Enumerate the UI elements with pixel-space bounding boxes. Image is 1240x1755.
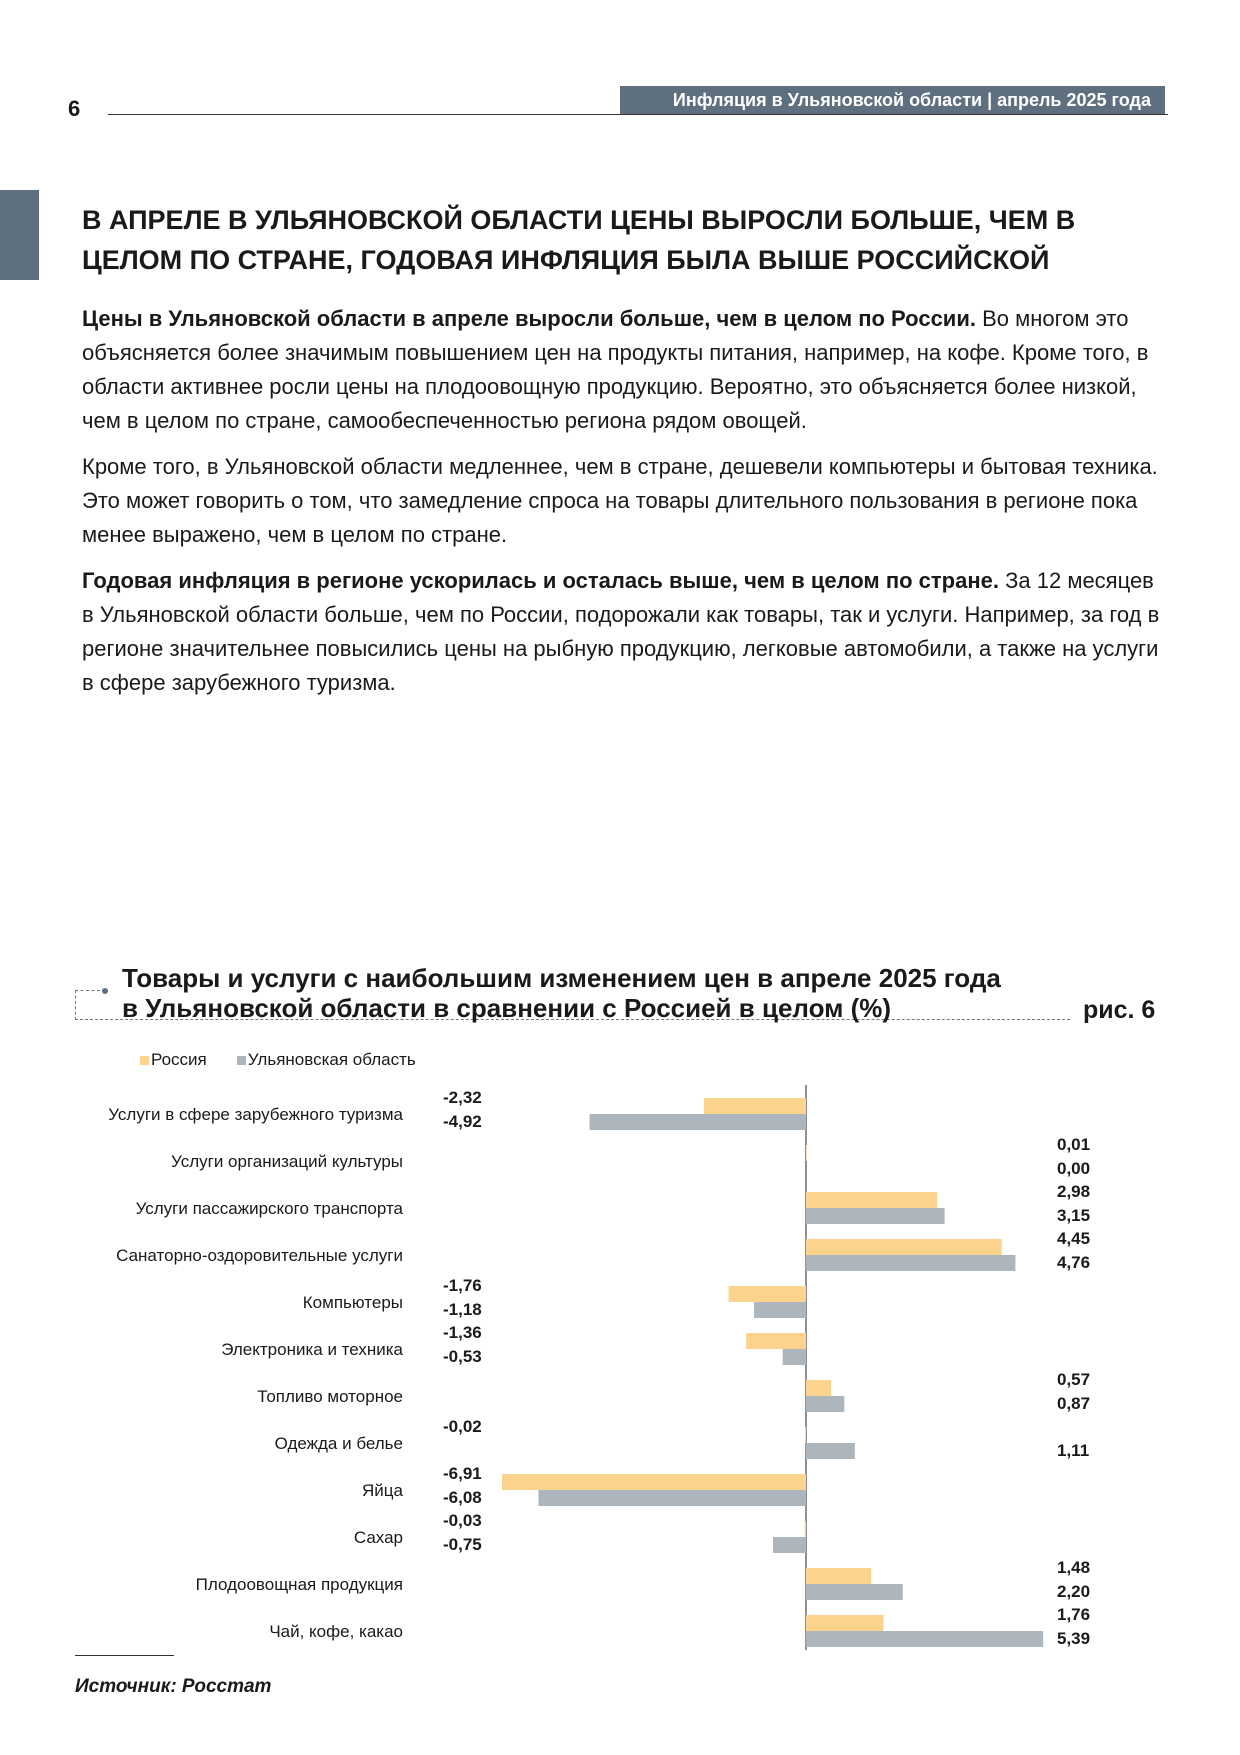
paragraph-1 <box>82 302 1167 438</box>
category-label: Сахар <box>353 1528 403 1547</box>
bar-region <box>754 1302 806 1318</box>
value-label: 0,57 <box>1057 1370 1091 1389</box>
value-label: -0,75 <box>443 1535 482 1554</box>
side-accent-bar <box>0 190 39 280</box>
bar-russia <box>806 1380 831 1396</box>
value-label: -2,32 <box>443 1088 482 1107</box>
bar-region <box>783 1349 806 1365</box>
category-label: Компьютеры <box>302 1293 403 1312</box>
paragraph-3-text: За 12 месяцев в Ульяновской области больше, чем по России, подорожали как товары, так и услуги. Например, за год в регионе значительнее повысились цены на рыбную продукцию, легковые автомобили, а также на услуги в сфере зарубежного туризма. <box>82 568 1160 695</box>
value-label: -0,53 <box>443 1347 482 1366</box>
value-label: 4,76 <box>1057 1253 1091 1272</box>
bar-region <box>806 1396 844 1412</box>
figure-title-line-2: в Ульяновской области в сравнении с Россией в целом (%) <box>122 993 892 1023</box>
value-label: 1,76 <box>1057 1605 1091 1624</box>
bar-russia <box>704 1098 806 1114</box>
category-label: Топливо моторное <box>257 1387 403 1406</box>
legend-item-russia <box>140 1050 207 1070</box>
figure-title-dot <box>102 988 108 994</box>
bar-russia <box>746 1333 806 1349</box>
legend-swatch-region <box>237 1056 246 1065</box>
value-label: -6,08 <box>443 1488 482 1507</box>
page-number: 6 <box>68 96 81 121</box>
chart-legend <box>140 1050 416 1070</box>
bar-russia <box>805 1521 806 1537</box>
value-label: 5,39 <box>1057 1629 1091 1648</box>
value-label: -1,18 <box>443 1300 482 1319</box>
page-title-line-2: ЦЕЛОМ ПО СТРАНЕ, ГОДОВАЯ ИНФЛЯЦИЯ БЫЛА ВЫШЕ РОССИЙСКОЙ <box>82 245 1050 275</box>
value-label: 4,45 <box>1057 1229 1091 1248</box>
value-label: 3,15 <box>1057 1206 1091 1225</box>
bar-region <box>590 1114 806 1130</box>
bar-region <box>773 1537 806 1553</box>
legend-item-region <box>237 1050 416 1070</box>
value-label: -0,03 <box>443 1511 482 1530</box>
source-rule <box>75 1655 174 1656</box>
category-label: Санаторно-оздоровительные услуги <box>116 1246 403 1265</box>
category-label: Услуги пассажирского транспорта <box>135 1199 403 1218</box>
value-label: 0,01 <box>1057 1135 1091 1154</box>
bar-russia <box>806 1615 883 1631</box>
bar-russia <box>502 1474 806 1490</box>
bar-region <box>806 1584 903 1600</box>
category-label: Плодоовощная продукция <box>195 1575 403 1594</box>
bar-chart <box>0 1080 1240 1650</box>
value-label: 1,48 <box>1057 1558 1091 1577</box>
paragraph-3-lead: Годовая инфляция в регионе ускорилась и осталась выше, чем в целом по стране. <box>82 568 999 593</box>
bar-region <box>806 1255 1015 1271</box>
body-text <box>82 302 1167 712</box>
running-title: Инфляция в Ульяновской области | апрель 2025 года <box>620 86 1165 114</box>
figure-title-bracket <box>75 990 100 1020</box>
category-label: Электроника и техника <box>221 1340 403 1359</box>
legend-label-region: Ульяновская область <box>247 1050 416 1069</box>
category-label: Услуги в сфере зарубежного туризма <box>108 1105 403 1124</box>
value-label: -6,91 <box>443 1464 482 1483</box>
header-rule <box>108 114 1168 115</box>
value-label: 0,00 <box>1057 1159 1091 1178</box>
paragraph-1-text: Во многом это объясняется более значимым повышением цен на продукты питания, например, на кофе. Кроме того, в области активнее росли цены на плодоовощную продукцию. Вероятно, это объясняется более низкой, чем в целом по стране, самообеспеченностью региона рядом овощей. <box>82 306 1149 433</box>
page-title <box>82 200 1172 280</box>
bar-russia <box>729 1286 806 1302</box>
bar-region <box>806 1443 855 1459</box>
bar-russia <box>806 1568 871 1584</box>
bar-russia <box>806 1239 1002 1255</box>
value-label: 0,87 <box>1057 1394 1091 1413</box>
bar-russia <box>806 1192 937 1208</box>
value-label: -1,76 <box>443 1276 482 1295</box>
paragraph-2-text: Кроме того, в Ульяновской области медленнее, чем в стране, дешевели компьютеры и бытовая техника. Это может говорить о том, что замедление спроса на товары длительного пользования в регионе пока менее выражено, чем в целом по стране. <box>82 454 1158 547</box>
bar-region <box>538 1490 806 1506</box>
figure-title-line-1: Товары и услуги с наибольшим изменением цен в апреле 2025 года <box>122 963 1001 993</box>
value-label: 1,11 <box>1057 1441 1090 1460</box>
value-label: -4,92 <box>443 1112 482 1131</box>
bar-region <box>806 1208 945 1224</box>
legend-swatch-russia <box>140 1056 149 1065</box>
category-label: Чай, кофе, какао <box>269 1622 403 1641</box>
paragraph-3 <box>82 564 1167 700</box>
bar-russia <box>805 1427 806 1443</box>
legend-label-russia: Россия <box>151 1050 207 1069</box>
figure-label: рис. 6 <box>1083 996 1156 1024</box>
value-label: -1,36 <box>443 1323 482 1342</box>
page-title-line-1: В АПРЕЛЕ В УЛЬЯНОВСКОЙ ОБЛАСТИ ЦЕНЫ ВЫРОСЛИ БОЛЬШЕ, ЧЕМ В <box>82 205 1076 235</box>
category-label: Одежда и белье <box>274 1434 403 1453</box>
source-note: Источник: Росстат <box>75 1676 272 1697</box>
paragraph-1-lead: Цены в Ульяновской области в апреле выросли больше, чем в целом по России. <box>82 306 976 331</box>
value-label: 2,20 <box>1057 1582 1091 1601</box>
category-label: Услуги организаций культуры <box>171 1152 403 1171</box>
value-label: 2,98 <box>1057 1182 1091 1201</box>
figure-title <box>122 963 1062 1023</box>
value-label: -0,02 <box>443 1417 482 1436</box>
bar-region <box>806 1631 1043 1647</box>
category-label: Яйца <box>362 1481 403 1500</box>
paragraph-2 <box>82 450 1167 552</box>
